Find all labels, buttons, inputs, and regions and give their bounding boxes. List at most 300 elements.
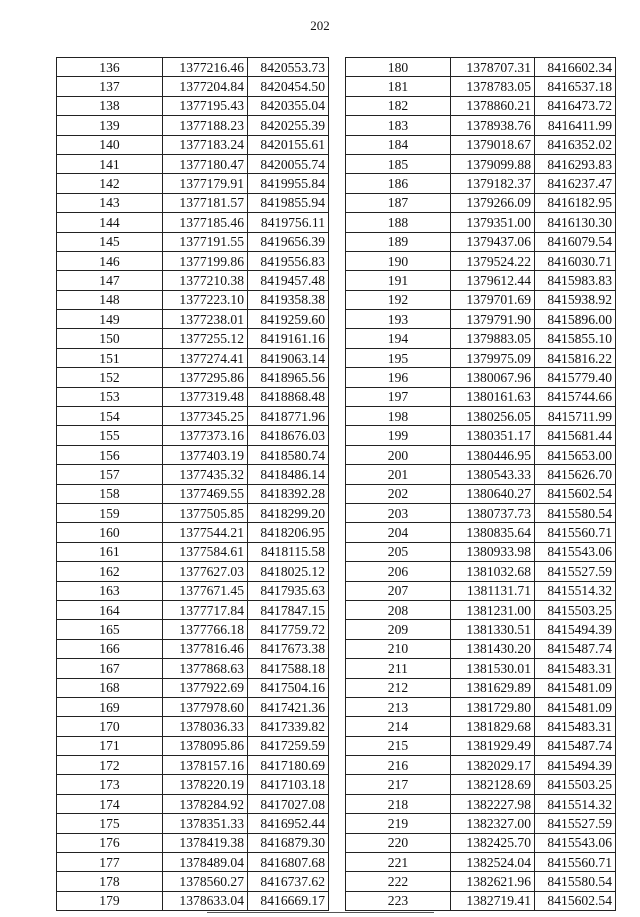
y-coordinate-cell: 8416293.83 bbox=[535, 154, 616, 173]
x-coordinate-cell: 1377191.55 bbox=[163, 232, 248, 251]
y-coordinate-cell: 8418115.58 bbox=[248, 542, 329, 561]
x-coordinate-cell: 1380835.64 bbox=[451, 523, 535, 542]
point-number-cell: 209 bbox=[346, 620, 451, 639]
point-number-cell: 186 bbox=[346, 174, 451, 193]
table-row bbox=[57, 484, 329, 503]
table-row bbox=[57, 251, 329, 270]
point-number-cell: 215 bbox=[346, 736, 451, 755]
y-coordinate-cell: 8418299.20 bbox=[248, 503, 329, 522]
y-coordinate-cell: 8415494.39 bbox=[535, 620, 616, 639]
y-coordinate-cell: 8417759.72 bbox=[248, 620, 329, 639]
y-coordinate-cell: 8415514.32 bbox=[535, 581, 616, 600]
x-coordinate-cell: 1382621.96 bbox=[451, 872, 535, 891]
table-row bbox=[57, 154, 329, 173]
point-number-cell: 197 bbox=[346, 387, 451, 406]
table-row bbox=[57, 368, 329, 387]
x-coordinate-cell: 1379524.22 bbox=[451, 251, 535, 270]
x-coordinate-cell: 1377274.41 bbox=[163, 348, 248, 367]
table-row bbox=[57, 697, 329, 716]
point-number-cell: 174 bbox=[57, 794, 163, 813]
y-coordinate-cell: 8416602.34 bbox=[535, 58, 616, 77]
table-row bbox=[346, 523, 616, 542]
x-coordinate-cell: 1378351.33 bbox=[163, 814, 248, 833]
table-row bbox=[57, 600, 329, 619]
x-coordinate-cell: 1381829.68 bbox=[451, 717, 535, 736]
point-number-cell: 156 bbox=[57, 445, 163, 464]
x-coordinate-cell: 1379182.37 bbox=[451, 174, 535, 193]
point-number-cell: 172 bbox=[57, 756, 163, 775]
y-coordinate-cell: 8415514.32 bbox=[535, 794, 616, 813]
point-number-cell: 177 bbox=[57, 853, 163, 872]
y-coordinate-cell: 8416411.99 bbox=[535, 116, 616, 135]
table-row bbox=[346, 639, 616, 658]
y-coordinate-cell: 8416669.17 bbox=[248, 891, 329, 910]
point-number-cell: 162 bbox=[57, 562, 163, 581]
table-row bbox=[57, 135, 329, 154]
y-coordinate-cell: 8415543.06 bbox=[535, 542, 616, 561]
y-coordinate-cell: 8418486.14 bbox=[248, 465, 329, 484]
point-number-cell: 167 bbox=[57, 659, 163, 678]
table-row bbox=[346, 600, 616, 619]
y-coordinate-cell: 8418676.03 bbox=[248, 426, 329, 445]
point-number-cell: 158 bbox=[57, 484, 163, 503]
point-number-cell: 149 bbox=[57, 310, 163, 329]
table-row bbox=[346, 193, 616, 212]
x-coordinate-cell: 1377584.61 bbox=[163, 542, 248, 561]
point-number-cell: 179 bbox=[57, 891, 163, 910]
x-coordinate-cell: 1381430.20 bbox=[451, 639, 535, 658]
x-coordinate-cell: 1378560.27 bbox=[163, 872, 248, 891]
table-body-left bbox=[57, 58, 329, 911]
y-coordinate-cell: 8415503.25 bbox=[535, 775, 616, 794]
x-coordinate-cell: 1378036.33 bbox=[163, 717, 248, 736]
x-coordinate-cell: 1382425.70 bbox=[451, 833, 535, 852]
y-coordinate-cell: 8420553.73 bbox=[248, 58, 329, 77]
point-number-cell: 160 bbox=[57, 523, 163, 542]
point-number-cell: 208 bbox=[346, 600, 451, 619]
y-coordinate-cell: 8419855.94 bbox=[248, 193, 329, 212]
x-coordinate-cell: 1382524.04 bbox=[451, 853, 535, 872]
table-row bbox=[346, 116, 616, 135]
point-number-cell: 181 bbox=[346, 77, 451, 96]
x-coordinate-cell: 1381032.68 bbox=[451, 562, 535, 581]
table-row bbox=[57, 193, 329, 212]
y-coordinate-cell: 8419358.38 bbox=[248, 290, 329, 309]
y-coordinate-cell: 8418771.96 bbox=[248, 407, 329, 426]
point-number-cell: 187 bbox=[346, 193, 451, 212]
point-number-cell: 178 bbox=[57, 872, 163, 891]
y-coordinate-cell: 8419161.16 bbox=[248, 329, 329, 348]
x-coordinate-cell: 1382719.41 bbox=[451, 891, 535, 910]
x-coordinate-cell: 1380933.98 bbox=[451, 542, 535, 561]
x-coordinate-cell: 1381929.49 bbox=[451, 736, 535, 755]
x-coordinate-cell: 1377922.69 bbox=[163, 678, 248, 697]
point-number-cell: 148 bbox=[57, 290, 163, 309]
y-coordinate-cell: 8420454.50 bbox=[248, 77, 329, 96]
y-coordinate-cell: 8416537.18 bbox=[535, 77, 616, 96]
x-coordinate-cell: 1379883.05 bbox=[451, 329, 535, 348]
point-number-cell: 216 bbox=[346, 756, 451, 775]
x-coordinate-cell: 1378783.05 bbox=[451, 77, 535, 96]
point-number-cell: 205 bbox=[346, 542, 451, 561]
point-number-cell: 204 bbox=[346, 523, 451, 542]
y-coordinate-cell: 8415816.22 bbox=[535, 348, 616, 367]
y-coordinate-cell: 8418965.56 bbox=[248, 368, 329, 387]
y-coordinate-cell: 8417673.38 bbox=[248, 639, 329, 658]
x-coordinate-cell: 1379266.09 bbox=[451, 193, 535, 212]
point-number-cell: 147 bbox=[57, 271, 163, 290]
x-coordinate-cell: 1379612.44 bbox=[451, 271, 535, 290]
point-number-cell: 195 bbox=[346, 348, 451, 367]
x-coordinate-cell: 1382327.00 bbox=[451, 814, 535, 833]
x-coordinate-cell: 1377319.48 bbox=[163, 387, 248, 406]
x-coordinate-cell: 1381530.01 bbox=[451, 659, 535, 678]
table-row bbox=[346, 891, 616, 910]
point-number-cell: 159 bbox=[57, 503, 163, 522]
y-coordinate-cell: 8418025.12 bbox=[248, 562, 329, 581]
point-number-cell: 136 bbox=[57, 58, 163, 77]
point-number-cell: 196 bbox=[346, 368, 451, 387]
x-coordinate-cell: 1379975.09 bbox=[451, 348, 535, 367]
y-coordinate-cell: 8420355.04 bbox=[248, 96, 329, 115]
x-coordinate-cell: 1377766.18 bbox=[163, 620, 248, 639]
table-row bbox=[57, 620, 329, 639]
table-row bbox=[346, 872, 616, 891]
y-coordinate-cell: 8415938.92 bbox=[535, 290, 616, 309]
y-coordinate-cell: 8418206.95 bbox=[248, 523, 329, 542]
table-row bbox=[346, 290, 616, 309]
y-coordinate-cell: 8419259.60 bbox=[248, 310, 329, 329]
coordinates-table-right bbox=[345, 57, 616, 911]
x-coordinate-cell: 1377204.84 bbox=[163, 77, 248, 96]
x-coordinate-cell: 1377627.03 bbox=[163, 562, 248, 581]
y-coordinate-cell: 8417339.82 bbox=[248, 717, 329, 736]
table-row bbox=[57, 736, 329, 755]
x-coordinate-cell: 1378707.31 bbox=[451, 58, 535, 77]
x-coordinate-cell: 1377188.23 bbox=[163, 116, 248, 135]
x-coordinate-cell: 1382029.17 bbox=[451, 756, 535, 775]
y-coordinate-cell: 8415543.06 bbox=[535, 833, 616, 852]
x-coordinate-cell: 1377403.19 bbox=[163, 445, 248, 464]
table-row bbox=[57, 853, 329, 872]
table-row bbox=[346, 794, 616, 813]
x-coordinate-cell: 1377435.32 bbox=[163, 465, 248, 484]
y-coordinate-cell: 8415503.25 bbox=[535, 600, 616, 619]
x-coordinate-cell: 1377183.24 bbox=[163, 135, 248, 154]
x-coordinate-cell: 1377978.60 bbox=[163, 697, 248, 716]
point-number-cell: 157 bbox=[57, 465, 163, 484]
table-row bbox=[57, 426, 329, 445]
y-coordinate-cell: 8415711.99 bbox=[535, 407, 616, 426]
table-row bbox=[57, 659, 329, 678]
x-coordinate-cell: 1377180.47 bbox=[163, 154, 248, 173]
table-row bbox=[57, 58, 329, 77]
table-row bbox=[57, 174, 329, 193]
point-number-cell: 198 bbox=[346, 407, 451, 426]
y-coordinate-cell: 8417103.18 bbox=[248, 775, 329, 794]
y-coordinate-cell: 8415483.31 bbox=[535, 659, 616, 678]
table-row bbox=[346, 96, 616, 115]
point-number-cell: 206 bbox=[346, 562, 451, 581]
point-number-cell: 190 bbox=[346, 251, 451, 270]
table-row bbox=[57, 872, 329, 891]
x-coordinate-cell: 1380737.73 bbox=[451, 503, 535, 522]
table-row bbox=[57, 717, 329, 736]
table-row bbox=[57, 814, 329, 833]
table-row bbox=[57, 387, 329, 406]
x-coordinate-cell: 1378860.21 bbox=[451, 96, 535, 115]
point-number-cell: 180 bbox=[346, 58, 451, 77]
x-coordinate-cell: 1380067.96 bbox=[451, 368, 535, 387]
point-number-cell: 192 bbox=[346, 290, 451, 309]
point-number-cell: 141 bbox=[57, 154, 163, 173]
x-coordinate-cell: 1377199.86 bbox=[163, 251, 248, 270]
y-coordinate-cell: 8418580.74 bbox=[248, 445, 329, 464]
footer-rule bbox=[207, 912, 434, 913]
y-coordinate-cell: 8419656.39 bbox=[248, 232, 329, 251]
table-row bbox=[346, 58, 616, 77]
point-number-cell: 217 bbox=[346, 775, 451, 794]
point-number-cell: 140 bbox=[57, 135, 163, 154]
table-row bbox=[346, 736, 616, 755]
y-coordinate-cell: 8420055.74 bbox=[248, 154, 329, 173]
x-coordinate-cell: 1379437.06 bbox=[451, 232, 535, 251]
table-row bbox=[57, 639, 329, 658]
x-coordinate-cell: 1379791.90 bbox=[451, 310, 535, 329]
y-coordinate-cell: 8415744.66 bbox=[535, 387, 616, 406]
y-coordinate-cell: 8415487.74 bbox=[535, 639, 616, 658]
table-row bbox=[57, 465, 329, 484]
point-number-cell: 163 bbox=[57, 581, 163, 600]
x-coordinate-cell: 1380640.27 bbox=[451, 484, 535, 503]
x-coordinate-cell: 1378938.76 bbox=[451, 116, 535, 135]
point-number-cell: 182 bbox=[346, 96, 451, 115]
point-number-cell: 214 bbox=[346, 717, 451, 736]
point-number-cell: 144 bbox=[57, 213, 163, 232]
point-number-cell: 173 bbox=[57, 775, 163, 794]
y-coordinate-cell: 8419063.14 bbox=[248, 348, 329, 367]
y-coordinate-cell: 8416807.68 bbox=[248, 853, 329, 872]
table-row bbox=[346, 174, 616, 193]
point-number-cell: 146 bbox=[57, 251, 163, 270]
x-coordinate-cell: 1378220.19 bbox=[163, 775, 248, 794]
table-row bbox=[346, 387, 616, 406]
table-row bbox=[346, 154, 616, 173]
point-number-cell: 166 bbox=[57, 639, 163, 658]
table-row bbox=[346, 581, 616, 600]
point-number-cell: 223 bbox=[346, 891, 451, 910]
y-coordinate-cell: 8415481.09 bbox=[535, 678, 616, 697]
x-coordinate-cell: 1380161.63 bbox=[451, 387, 535, 406]
x-coordinate-cell: 1378284.92 bbox=[163, 794, 248, 813]
point-number-cell: 191 bbox=[346, 271, 451, 290]
point-number-cell: 193 bbox=[346, 310, 451, 329]
table-row bbox=[57, 271, 329, 290]
point-number-cell: 202 bbox=[346, 484, 451, 503]
x-coordinate-cell: 1377255.12 bbox=[163, 329, 248, 348]
y-coordinate-cell: 8415626.70 bbox=[535, 465, 616, 484]
table-row bbox=[57, 794, 329, 813]
table-row bbox=[346, 484, 616, 503]
y-coordinate-cell: 8419955.84 bbox=[248, 174, 329, 193]
x-coordinate-cell: 1381629.89 bbox=[451, 678, 535, 697]
y-coordinate-cell: 8415560.71 bbox=[535, 853, 616, 872]
y-coordinate-cell: 8419457.48 bbox=[248, 271, 329, 290]
point-number-cell: 221 bbox=[346, 853, 451, 872]
x-coordinate-cell: 1381729.80 bbox=[451, 697, 535, 716]
table-row bbox=[346, 562, 616, 581]
y-coordinate-cell: 8416182.95 bbox=[535, 193, 616, 212]
y-coordinate-cell: 8415779.40 bbox=[535, 368, 616, 387]
x-coordinate-cell: 1377216.46 bbox=[163, 58, 248, 77]
point-number-cell: 207 bbox=[346, 581, 451, 600]
table-row bbox=[346, 659, 616, 678]
point-number-cell: 151 bbox=[57, 348, 163, 367]
table-row bbox=[57, 756, 329, 775]
table-row bbox=[346, 542, 616, 561]
table-row bbox=[346, 329, 616, 348]
x-coordinate-cell: 1377544.21 bbox=[163, 523, 248, 542]
point-number-cell: 175 bbox=[57, 814, 163, 833]
table-row bbox=[346, 232, 616, 251]
table-row bbox=[346, 620, 616, 639]
y-coordinate-cell: 8416352.02 bbox=[535, 135, 616, 154]
table-row bbox=[57, 562, 329, 581]
table-row bbox=[57, 116, 329, 135]
x-coordinate-cell: 1379018.67 bbox=[451, 135, 535, 154]
point-number-cell: 145 bbox=[57, 232, 163, 251]
y-coordinate-cell: 8416737.62 bbox=[248, 872, 329, 891]
point-number-cell: 218 bbox=[346, 794, 451, 813]
x-coordinate-cell: 1380446.95 bbox=[451, 445, 535, 464]
point-number-cell: 153 bbox=[57, 387, 163, 406]
x-coordinate-cell: 1377179.91 bbox=[163, 174, 248, 193]
y-coordinate-cell: 8416879.30 bbox=[248, 833, 329, 852]
x-coordinate-cell: 1382227.98 bbox=[451, 794, 535, 813]
y-coordinate-cell: 8417259.59 bbox=[248, 736, 329, 755]
y-coordinate-cell: 8419556.83 bbox=[248, 251, 329, 270]
x-coordinate-cell: 1379099.88 bbox=[451, 154, 535, 173]
point-number-cell: 184 bbox=[346, 135, 451, 154]
y-coordinate-cell: 8416030.71 bbox=[535, 251, 616, 270]
table-row bbox=[57, 833, 329, 852]
x-coordinate-cell: 1381131.71 bbox=[451, 581, 535, 600]
y-coordinate-cell: 8417588.18 bbox=[248, 659, 329, 678]
table-row bbox=[57, 329, 329, 348]
x-coordinate-cell: 1377505.85 bbox=[163, 503, 248, 522]
table-row bbox=[57, 96, 329, 115]
point-number-cell: 161 bbox=[57, 542, 163, 561]
point-number-cell: 212 bbox=[346, 678, 451, 697]
table-row bbox=[57, 581, 329, 600]
point-number-cell: 168 bbox=[57, 678, 163, 697]
x-coordinate-cell: 1381231.00 bbox=[451, 600, 535, 619]
y-coordinate-cell: 8416952.44 bbox=[248, 814, 329, 833]
y-coordinate-cell: 8416130.30 bbox=[535, 213, 616, 232]
y-coordinate-cell: 8415487.74 bbox=[535, 736, 616, 755]
table-row bbox=[346, 426, 616, 445]
y-coordinate-cell: 8415855.10 bbox=[535, 329, 616, 348]
point-number-cell: 200 bbox=[346, 445, 451, 464]
point-number-cell: 165 bbox=[57, 620, 163, 639]
point-number-cell: 222 bbox=[346, 872, 451, 891]
table-row bbox=[346, 445, 616, 464]
point-number-cell: 150 bbox=[57, 329, 163, 348]
y-coordinate-cell: 8417504.16 bbox=[248, 678, 329, 697]
table-row bbox=[57, 891, 329, 910]
point-number-cell: 213 bbox=[346, 697, 451, 716]
y-coordinate-cell: 8415481.09 bbox=[535, 697, 616, 716]
table-row bbox=[346, 77, 616, 96]
point-number-cell: 211 bbox=[346, 659, 451, 678]
point-number-cell: 143 bbox=[57, 193, 163, 212]
y-coordinate-cell: 8415580.54 bbox=[535, 872, 616, 891]
y-coordinate-cell: 8417935.63 bbox=[248, 581, 329, 600]
point-number-cell: 169 bbox=[57, 697, 163, 716]
y-coordinate-cell: 8416473.72 bbox=[535, 96, 616, 115]
y-coordinate-cell: 8415681.44 bbox=[535, 426, 616, 445]
table-row bbox=[346, 271, 616, 290]
table-body-right bbox=[346, 58, 616, 911]
y-coordinate-cell: 8417421.36 bbox=[248, 697, 329, 716]
table-row bbox=[346, 407, 616, 426]
y-coordinate-cell: 8415896.00 bbox=[535, 310, 616, 329]
point-number-cell: 139 bbox=[57, 116, 163, 135]
point-number-cell: 201 bbox=[346, 465, 451, 484]
point-number-cell: 194 bbox=[346, 329, 451, 348]
point-number-cell: 183 bbox=[346, 116, 451, 135]
point-number-cell: 142 bbox=[57, 174, 163, 193]
x-coordinate-cell: 1378095.86 bbox=[163, 736, 248, 755]
table-row bbox=[57, 775, 329, 794]
y-coordinate-cell: 8417027.08 bbox=[248, 794, 329, 813]
table-row bbox=[346, 348, 616, 367]
y-coordinate-cell: 8417847.15 bbox=[248, 600, 329, 619]
x-coordinate-cell: 1377345.25 bbox=[163, 407, 248, 426]
table-row bbox=[346, 503, 616, 522]
x-coordinate-cell: 1378157.16 bbox=[163, 756, 248, 775]
x-coordinate-cell: 1377195.43 bbox=[163, 96, 248, 115]
point-number-cell: 188 bbox=[346, 213, 451, 232]
x-coordinate-cell: 1377185.46 bbox=[163, 213, 248, 232]
table-row bbox=[346, 717, 616, 736]
x-coordinate-cell: 1379701.69 bbox=[451, 290, 535, 309]
x-coordinate-cell: 1377816.46 bbox=[163, 639, 248, 658]
y-coordinate-cell: 8415560.71 bbox=[535, 523, 616, 542]
x-coordinate-cell: 1377295.86 bbox=[163, 368, 248, 387]
point-number-cell: 137 bbox=[57, 77, 163, 96]
x-coordinate-cell: 1380543.33 bbox=[451, 465, 535, 484]
table-row bbox=[346, 368, 616, 387]
y-coordinate-cell: 8415653.00 bbox=[535, 445, 616, 464]
point-number-cell: 189 bbox=[346, 232, 451, 251]
point-number-cell: 152 bbox=[57, 368, 163, 387]
x-coordinate-cell: 1377181.57 bbox=[163, 193, 248, 212]
y-coordinate-cell: 8415527.59 bbox=[535, 562, 616, 581]
table-row bbox=[346, 465, 616, 484]
x-coordinate-cell: 1377469.55 bbox=[163, 484, 248, 503]
table-row bbox=[346, 756, 616, 775]
y-coordinate-cell: 8415494.39 bbox=[535, 756, 616, 775]
x-coordinate-cell: 1377210.38 bbox=[163, 271, 248, 290]
table-row bbox=[346, 310, 616, 329]
y-coordinate-cell: 8415527.59 bbox=[535, 814, 616, 833]
y-coordinate-cell: 8418392.28 bbox=[248, 484, 329, 503]
x-coordinate-cell: 1380351.17 bbox=[451, 426, 535, 445]
y-coordinate-cell: 8415983.83 bbox=[535, 271, 616, 290]
x-coordinate-cell: 1377717.84 bbox=[163, 600, 248, 619]
point-number-cell: 154 bbox=[57, 407, 163, 426]
